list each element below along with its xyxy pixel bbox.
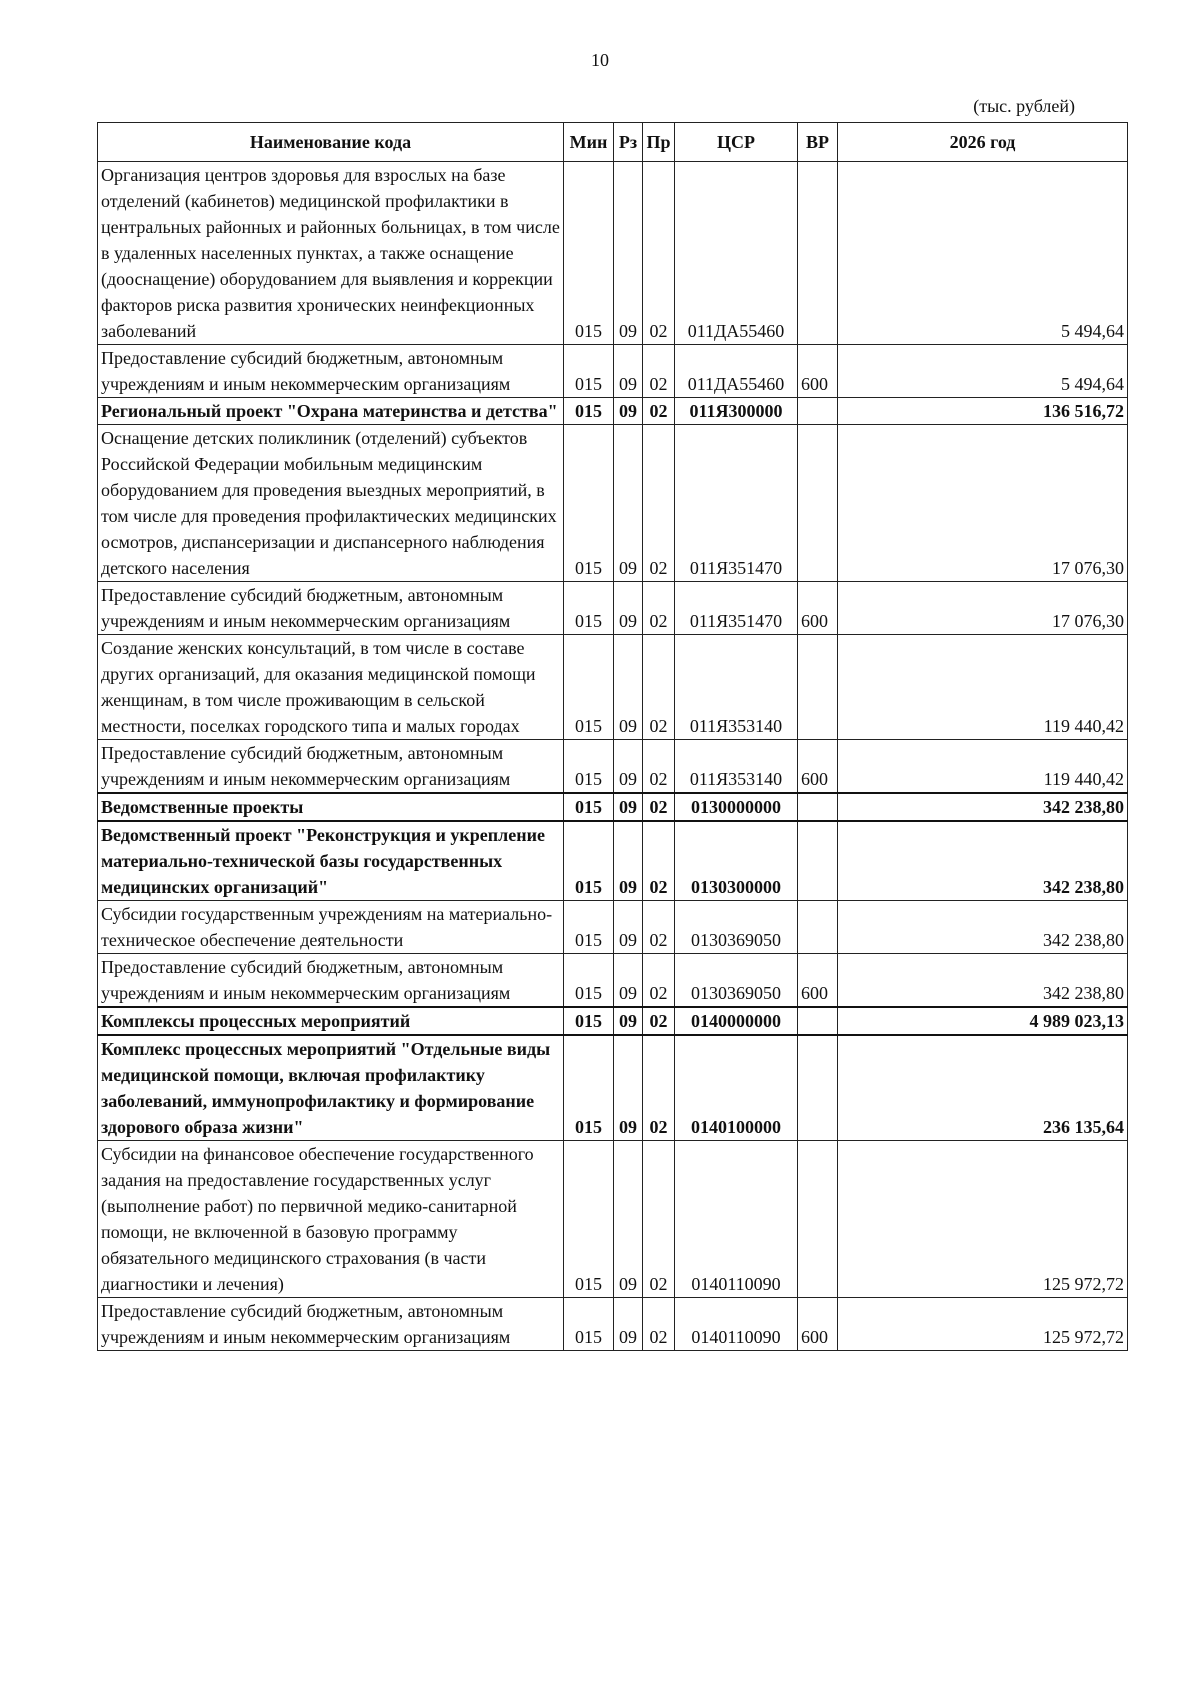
row-vr (798, 1141, 838, 1298)
row-min: 015 (564, 1007, 614, 1035)
row-name: Предоставление субсидий бюджетным, автономным учреждениям и иным некоммерческим организациям (98, 345, 564, 398)
row-vr (798, 398, 838, 425)
row-min: 015 (564, 635, 614, 740)
row-min: 015 (564, 954, 614, 1008)
row-csr: 011Я353140 (675, 635, 798, 740)
row-min: 015 (564, 162, 614, 345)
row-vr (798, 1007, 838, 1035)
row-amount: 4 989 023,13 (838, 1007, 1128, 1035)
units-label: (тыс. рублей) (973, 96, 1075, 116)
row-amount: 119 440,42 (838, 635, 1128, 740)
table-row (98, 398, 1128, 425)
row-pr: 02 (643, 954, 675, 1008)
table-row (98, 954, 1128, 1008)
row-csr: 0130369050 (675, 954, 798, 1008)
row-name: Предоставление субсидий бюджетным, автономным учреждениям и иным некоммерческим организациям (98, 954, 564, 1008)
table-row (98, 1141, 1128, 1298)
row-pr: 02 (643, 1007, 675, 1035)
row-pr: 02 (643, 1141, 675, 1298)
table-row (98, 345, 1128, 398)
row-amount: 5 494,64 (838, 162, 1128, 345)
row-name: Субсидии на финансовое обеспечение государственного задания на предоставление государственных услуг (выполнение работ) по первичной медико-санитарной помощи, не включенной в базовую программу обязательного медицинского страхования (в части диагностики и лечения) (98, 1141, 564, 1298)
table-row (98, 162, 1128, 345)
row-vr (798, 162, 838, 345)
row-amount: 125 972,72 (838, 1298, 1128, 1351)
table-row (98, 821, 1128, 901)
row-amount: 17 076,30 (838, 582, 1128, 635)
row-csr: 0130300000 (675, 821, 798, 901)
row-csr: 0130369050 (675, 901, 798, 954)
row-rz: 09 (614, 1141, 643, 1298)
row-min: 015 (564, 1141, 614, 1298)
row-rz: 09 (614, 425, 643, 582)
row-vr: 600 (798, 740, 838, 794)
header-min: Мин (564, 123, 614, 162)
row-csr: 0140110090 (675, 1141, 798, 1298)
row-min: 015 (564, 1035, 614, 1141)
row-name: Комплексы процессных мероприятий (98, 1007, 564, 1035)
row-name: Ведомственный проект "Реконструкция и укрепление материально-технической базы государственных медицинских организаций" (98, 821, 564, 901)
table-row (98, 901, 1128, 954)
row-amount: 119 440,42 (838, 740, 1128, 794)
row-rz: 09 (614, 901, 643, 954)
row-name: Оснащение детских поликлиник (отделений) субъектов Российской Федерации мобильным медицинским оборудованием для проведения выездных мероприятий, в том числе для проведения профилактических медицинских осмотров, диспансеризации и диспансерного наблюдения детского населения (98, 425, 564, 582)
row-name: Предоставление субсидий бюджетным, автономным учреждениям и иным некоммерческим организациям (98, 582, 564, 635)
row-rz: 09 (614, 162, 643, 345)
row-min: 015 (564, 901, 614, 954)
row-csr: 011Я353140 (675, 740, 798, 794)
row-csr: 011ДА55460 (675, 162, 798, 345)
table-row (98, 793, 1128, 821)
row-csr: 011Я351470 (675, 425, 798, 582)
table-row (98, 1007, 1128, 1035)
row-rz: 09 (614, 345, 643, 398)
row-pr: 02 (643, 425, 675, 582)
row-name: Комплекс процессных мероприятий "Отдельные виды медицинской помощи, включая профилактику заболеваний, иммунопрофилактику и формирование здорового образа жизни" (98, 1035, 564, 1141)
row-pr: 02 (643, 635, 675, 740)
row-csr: 0140000000 (675, 1007, 798, 1035)
row-pr: 02 (643, 1035, 675, 1141)
row-vr (798, 821, 838, 901)
row-csr: 011ДА55460 (675, 345, 798, 398)
row-amount: 342 238,80 (838, 793, 1128, 821)
row-amount: 136 516,72 (838, 398, 1128, 425)
row-vr (798, 425, 838, 582)
row-amount: 342 238,80 (838, 901, 1128, 954)
row-min: 015 (564, 793, 614, 821)
row-amount: 125 972,72 (838, 1141, 1128, 1298)
row-name: Организация центров здоровья для взрослых на базе отделений (кабинетов) медицинской профилактики в центральных районных и районных больницах, в том числе в удаленных населенных пунктах, а также оснащение (дооснащение) оборудованием для выявления и коррекции факторов риска развития хронических неинфекционных заболеваний (98, 162, 564, 345)
budget-table (97, 122, 1128, 1351)
row-amount: 236 135,64 (838, 1035, 1128, 1141)
row-rz: 09 (614, 793, 643, 821)
table-row (98, 1035, 1128, 1141)
row-amount: 342 238,80 (838, 821, 1128, 901)
row-pr: 02 (643, 162, 675, 345)
row-rz: 09 (614, 582, 643, 635)
row-pr: 02 (643, 345, 675, 398)
row-pr: 02 (643, 582, 675, 635)
row-amount: 342 238,80 (838, 954, 1128, 1008)
row-csr: 0130000000 (675, 793, 798, 821)
row-min: 015 (564, 398, 614, 425)
row-rz: 09 (614, 954, 643, 1008)
row-rz: 09 (614, 398, 643, 425)
row-rz: 09 (614, 1298, 643, 1351)
row-rz: 09 (614, 1035, 643, 1141)
row-pr: 02 (643, 901, 675, 954)
header-pr: Пр (643, 123, 675, 162)
row-vr (798, 793, 838, 821)
row-rz: 09 (614, 821, 643, 901)
row-vr: 600 (798, 1298, 838, 1351)
row-pr: 02 (643, 398, 675, 425)
row-rz: 09 (614, 740, 643, 794)
row-pr: 02 (643, 1298, 675, 1351)
row-pr: 02 (643, 821, 675, 901)
row-pr: 02 (643, 740, 675, 794)
page-number: 10 (591, 50, 609, 70)
row-vr (798, 901, 838, 954)
row-min: 015 (564, 821, 614, 901)
row-min: 015 (564, 425, 614, 582)
row-csr: 0140110090 (675, 1298, 798, 1351)
header-year: 2026 год (838, 123, 1128, 162)
row-csr: 0140100000 (675, 1035, 798, 1141)
row-pr: 02 (643, 793, 675, 821)
row-min: 015 (564, 1298, 614, 1351)
row-csr: 011Я300000 (675, 398, 798, 425)
row-csr: 011Я351470 (675, 582, 798, 635)
table-row (98, 635, 1128, 740)
table-row (98, 1298, 1128, 1351)
row-name: Создание женских консультаций, в том числе в составе других организаций, для оказания медицинской помощи женщинам, в том числе проживающим в сельской местности, поселках городского типа и малых городах (98, 635, 564, 740)
row-vr: 600 (798, 582, 838, 635)
row-name: Предоставление субсидий бюджетным, автономным учреждениям и иным некоммерческим организациям (98, 740, 564, 794)
row-vr (798, 1035, 838, 1141)
header-vr: ВР (798, 123, 838, 162)
table-header-row (98, 123, 1128, 162)
row-name: Предоставление субсидий бюджетным, автономным учреждениям и иным некоммерческим организациям (98, 1298, 564, 1351)
row-amount: 17 076,30 (838, 425, 1128, 582)
header-csr: ЦСР (675, 123, 798, 162)
row-min: 015 (564, 582, 614, 635)
row-name: Ведомственные проекты (98, 793, 564, 821)
row-name: Субсидии государственным учреждениям на материально-техническое обеспечение деятельности (98, 901, 564, 954)
header-rz: Рз (614, 123, 643, 162)
row-vr (798, 635, 838, 740)
header-name: Наименование кода (98, 123, 564, 162)
row-rz: 09 (614, 1007, 643, 1035)
row-vr: 600 (798, 954, 838, 1008)
table-row (98, 425, 1128, 582)
row-name: Региональный проект "Охрана материнства и детства" (98, 398, 564, 425)
row-amount: 5 494,64 (838, 345, 1128, 398)
row-rz: 09 (614, 635, 643, 740)
table-row (98, 582, 1128, 635)
table-body (98, 162, 1128, 1351)
table-row (98, 740, 1128, 794)
row-vr: 600 (798, 345, 838, 398)
row-min: 015 (564, 740, 614, 794)
row-min: 015 (564, 345, 614, 398)
